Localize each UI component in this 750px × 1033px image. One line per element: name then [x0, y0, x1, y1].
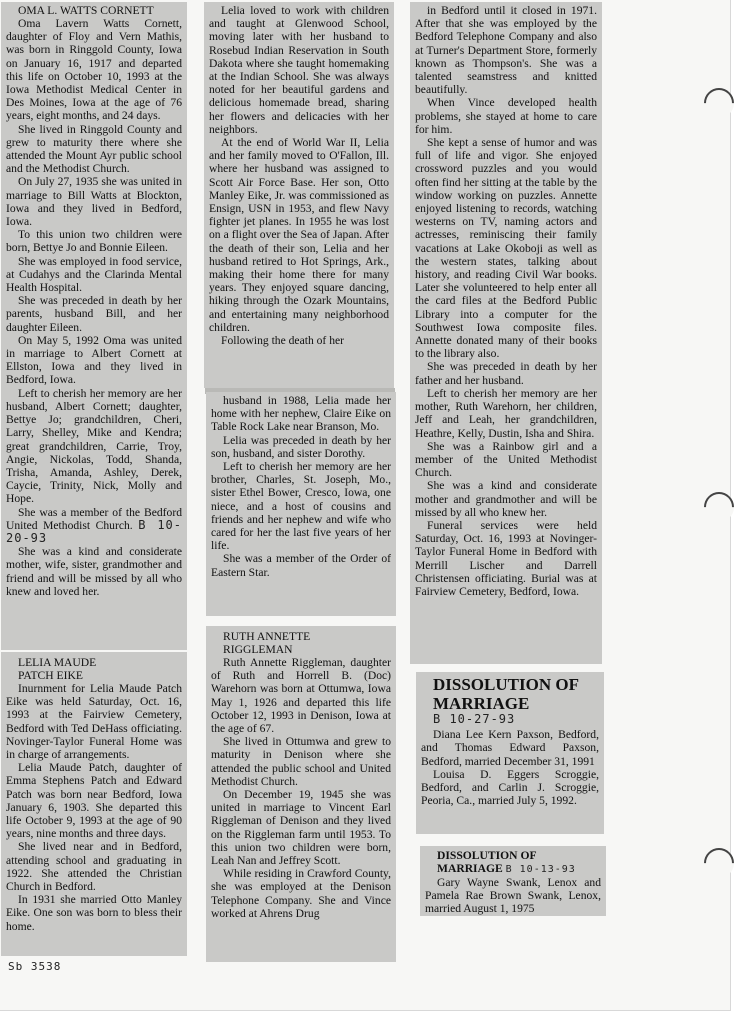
dissolution-notice-2 [420, 846, 606, 916]
paragraph: Louisa D. Eggers Scroggie, Bedford, and Carlin J. Scroggie, Peoria, Ca., married July 5, 1992. [421, 767, 599, 808]
paragraph: Left to cherish her memory are her mother, Ruth Warehorn, her children, Jeff and Leah, her grandchildren, Heathre, Kelly, Dustin, Isha and Shira. [415, 386, 597, 440]
paragraph: She was a Rainbow girl and a member of the United Methodist Church. [415, 439, 597, 480]
paragraph: On December 19, 1945 she was united in marriage to Vincent Earl Riggleman of Denison and they lived on the Riggleman farm until 1953. To this union two children were born, Leah Nan and Jeffrey Scott. [211, 788, 391, 868]
paragraph: When Vince developed health problems, she stayed at home to care for him. [415, 96, 597, 136]
paragraph: She was preceded in death by her parents, husband Bill, and her daughter Eileen. [6, 294, 182, 334]
obituary-watts-cornett [1, 2, 187, 650]
paragraph: She was a kind and considerate mother and grandmother and will be missed by all who knew her. [415, 479, 597, 519]
paragraph: Gary Wayne Swank, Lenox and Pamela Rae Brown Swank, Lenox, married August 1, 1975 [425, 876, 601, 916]
notice-heading: DISSOLUTION OF [437, 849, 537, 862]
paragraph: in Bedford until it closed in 1971. After that she was employed by the Bedford Telephone Company and also at Turner's Department Store, formerly known as Thompson's. She was a talented seamstress and knitted beautifully. [415, 4, 597, 97]
paragraph: husband in 1988, Lelia made her home with her nephew, Claire Eike on Table Rock Lake near Branson, Mo. [211, 394, 391, 434]
paragraph: While residing in Crawford County, she was employed at the Denison Telephone Company. She and Vince worked at Ahrens Drug [211, 867, 391, 920]
notice-heading: DISSOLUTION OF [433, 675, 579, 694]
paragraph: At the end of World War II, Lelia and her family moved to O'Fallon, Ill. where her husband was assigned to Scott Air Force Base. Her son, Otto Manley Eike, Jr. was commissioned as Ensign, USN in 1953, and flew Navy fighter jet planes. In 1955 he was lost on a flight over the Sea of Japan. After the death of their son, Lelia and her husband retired to Hot Springs, Ark., making their home there for many years. They enjoyed square dancing, hiking through the Ozark Mountains, and entertaining many neighborhood children. [209, 136, 389, 334]
notice-heading: MARRIAGE [437, 862, 503, 875]
paragraph: She was employed in food service, at Cudahys and the Clarinda Mental Health Hospital. [6, 254, 182, 295]
obituary-eike-part-3 [206, 392, 396, 616]
page-id-handwritten: Sb 3538 [8, 960, 62, 973]
member-text: She was a member of the Bedford United Methodist Church. [6, 505, 182, 532]
obituary-title: RIGGLEMAN [223, 643, 293, 656]
paragraph: She was a member of the Order of Eastern Star. [211, 552, 391, 579]
notice-heading-line [425, 862, 601, 876]
binder-hole [698, 82, 740, 124]
paragraph: Lelia was preceded in death by her son, husband, and sister Dorothy. [211, 433, 391, 460]
obituary-title: LELIA MAUDE [18, 656, 97, 669]
handwritten-date: B 10-27-93 [433, 712, 516, 726]
paragraph: In 1931 she married Otto Manley Eike. One son was born to bless their home. [6, 893, 182, 933]
paragraph: She was preceded in death by her father and her husband. [415, 360, 597, 387]
obituary-eike-part-2 [204, 2, 394, 388]
obituary-title: RUTH ANNETTE [223, 630, 311, 643]
obituary-eike-part-1 [1, 652, 187, 956]
paragraph: Oma Lavern Watts Cornett, daughter of Floy and Vern Mathis, was born in Ringgold County, Iowa on January 16, 1917 and departed this life on October 10, 1993 at the Iowa Methodist Medical Center in Des Moines, Iowa at the age of 76 years, eight months, and 24 days. [6, 17, 182, 123]
paragraph: Lelia Maude Patch, daughter of Emma Stephens Patch and Edward Patch was born near Bedford, Iowa January 6, 1903. She departed this life October 9, 1993 at the age of 90 years, nine months and three days. [6, 761, 182, 841]
binder-hole [698, 842, 740, 884]
paragraph: She was a kind and considerate mother, wife, sister, grandmother and friend and will be missed by all who knew and loved her. [6, 545, 182, 598]
paragraph: She lived near and in Bedford, attending school and graduating in 1922. She attended the Christian Church in Bedford. [6, 840, 182, 894]
paragraph: On May 5, 1992 Oma was united in marriage to Albert Cornett at Ellston, Iowa and they lived in Bedford, Iowa. [6, 333, 182, 387]
paragraph: She lived in Ringgold County and grew to maturity there where she attended the Mount Ayr public school and the Methodist Church. [6, 122, 182, 176]
paragraph: Left to cherish her memory are her husband, Albert Cornett; daughter, Bettye Jo; grandchildren, Cheri, Larry, Shelley, Mike and Kendra; great grandchildren, Carrie, Troy, Angie, Nickolas, Todd, Shanda, Trisha, Amanda, Ashley, Derek, Caycie, Trinity, Nick, Molly and Hope. [6, 386, 182, 506]
paragraph: She kept a sense of humor and was full of life and vigor. She enjoyed crossword puzzles and you would often find her sitting at the table by the window working on puzzles. Annette enjoyed listening to records, watching westerns on TV, naming actors and actresses, reminiscing their family vacations at Lake Okoboji as well as the western states, talking about history, and reading Civil War books. Later she volunteered to help enter all the card files at the Bedford Public Library into a computer for the Southwest Iowa composite files. Annette donated many of their books to the library also. [415, 136, 597, 361]
paragraph: Ruth Annette Riggleman, daughter of Ruth and Horrell B. (Doc) Warehorn was born at Ottumwa, Iowa May 1, 1926 and departed this life October 12, 1993 in Denison, Iowa at the age of 67. [211, 656, 391, 736]
binder-hole [698, 486, 740, 528]
paragraph: Diana Lee Kern Paxson, Bedford, and Thomas Edward Paxson, Bedford, married December 31, 1991 [421, 728, 599, 768]
paragraph: Left to cherish her memory are her brother, Charles, St. Joseph, Mo., sister Ethel Bower, Cresco, Iowa, one niece, and a host of cousins and friends and her nephew and wife who cared for her the last five years of her life. [211, 460, 391, 553]
paragraph: To this union two children were born, Bettye Jo and Bonnie Eileen. [6, 228, 182, 255]
obituary-title: OMA L. WATTS CORNETT [18, 4, 154, 17]
paragraph: Funeral services were held Saturday, Oct. 16, 1993 at Novinger-Taylor Funeral Home in Bedford with Merrill Lischer and Darrell Christensen officiating. Burial was at Fairview Cemetery, Bedford, Iowa. [415, 518, 597, 598]
obituary-riggleman-part-1 [206, 626, 396, 962]
paragraph: Following the death of her [221, 334, 344, 348]
handwritten-date: B 10-20-93 [6, 517, 182, 545]
paragraph: She lived in Ottumwa and grew to maturity in Denison where she attended the public school and United Methodist Church. [211, 735, 391, 788]
paragraph: Lelia loved to work with children and taught at Glenwood School, moving later with her husband to Rosebud Indian Reservation in South Dakota where she taught homemaking at the Indian School. She was always noted for her beautiful gardens and delicious homemade bread, sharing her flowers and delicacies with her neighbors. [209, 4, 389, 136]
dissolution-notice-1 [416, 672, 604, 834]
paragraph [6, 506, 182, 546]
handwritten-date: B 10-13-93 [505, 864, 576, 875]
obituary-riggleman-part-2 [410, 2, 602, 664]
paragraph: On July 27, 1935 she was united in marriage to Bill Watts at Blockton, Iowa and they lived in Bedford, Iowa. [6, 175, 182, 229]
notice-heading: MARRIAGE [433, 694, 530, 713]
paragraph: Inurnment for Lelia Maude Patch Eike was held Saturday, Oct. 16, 1993 at the Fairview Cemetery, Bedford with Ted DeHass officiating. Novinger-Taylor Funeral Home was in charge of arrangements. [6, 682, 182, 762]
obituary-title: PATCH EIKE [18, 669, 83, 682]
